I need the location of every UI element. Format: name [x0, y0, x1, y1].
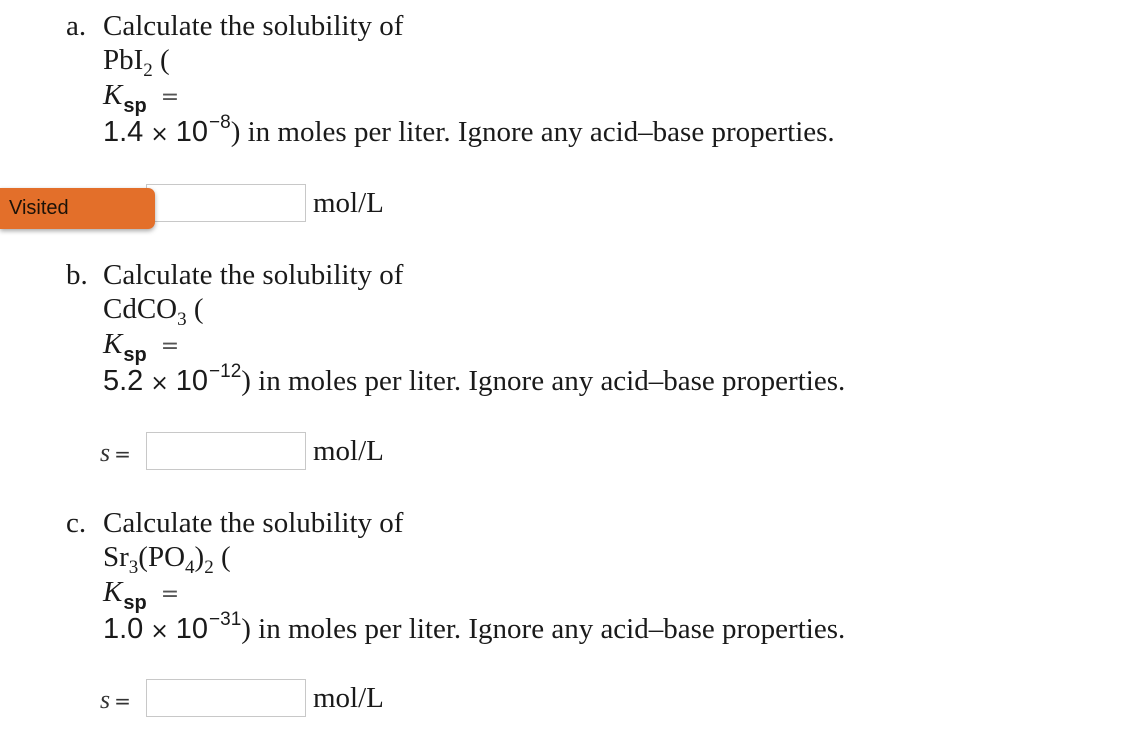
- ksp-base: 10: [175, 116, 209, 148]
- solubility-equals: =: [114, 442, 131, 466]
- question-tail-text: ) in moles per liter. Ignore any acid–base properties.: [230, 116, 835, 148]
- ksp-label: [103, 575, 179, 612]
- ksp-mantissa: 5.2: [103, 365, 144, 397]
- question-intro: [66, 9, 403, 43]
- ksp-value: [103, 609, 846, 650]
- formula-part: Sr: [103, 541, 129, 573]
- formula-subscript: 3: [128, 557, 139, 578]
- ksp-exponent: −31: [209, 609, 242, 630]
- ksp-value: [103, 361, 846, 402]
- answer-row: [0, 184, 1148, 224]
- formula-part: PbI: [103, 44, 144, 76]
- formula-subscript: 4: [185, 557, 195, 578]
- question-letter: a.: [66, 10, 87, 42]
- times-sign: ×: [150, 122, 169, 147]
- solubility-symbol: s: [100, 685, 111, 714]
- ksp-symbol: K: [103, 79, 123, 111]
- unit-label: mol/L: [313, 187, 384, 219]
- ksp-equals: =: [160, 582, 180, 607]
- ksp-symbol: K: [103, 576, 123, 608]
- ksp-value: [103, 112, 835, 153]
- ksp-exponent: −12: [209, 361, 242, 382]
- compound-formula: [103, 43, 170, 81]
- solubility-answer-input[interactable]: [146, 679, 306, 717]
- unit-label: mol/L: [313, 435, 384, 467]
- question-intro-text: Calculate the solubility of: [103, 10, 404, 42]
- ksp-mantissa: 1.4: [103, 116, 144, 148]
- solubility-answer-input[interactable]: [146, 184, 306, 222]
- compound-formula: [103, 540, 231, 578]
- question-tail-text: ) in moles per liter. Ignore any acid–base properties.: [241, 613, 846, 645]
- ksp-subscript: sp: [123, 344, 147, 366]
- times-sign: ×: [150, 371, 169, 396]
- ksp-label: [103, 327, 179, 364]
- ksp-subscript: sp: [123, 592, 147, 614]
- formula-part: (PO: [138, 541, 186, 573]
- question-intro: [66, 506, 403, 540]
- ksp-equals: =: [160, 334, 180, 359]
- solubility-equals: =: [114, 689, 131, 713]
- solubility-label: [100, 685, 131, 716]
- times-sign: ×: [150, 619, 169, 644]
- formula-subscript: 2: [143, 60, 153, 81]
- formula-part: (: [152, 44, 170, 76]
- answer-row: [0, 679, 1148, 719]
- formula-part: CdCO: [103, 293, 178, 325]
- question-tail-text: ) in moles per liter. Ignore any acid–base properties.: [241, 365, 846, 397]
- question-intro-text: Calculate the solubility of: [103, 507, 404, 539]
- question-letter: b.: [66, 259, 88, 291]
- compound-formula: [103, 292, 204, 330]
- formula-subscript: 2: [204, 557, 214, 578]
- visited-badge[interactable]: Visited: [0, 188, 155, 229]
- ksp-equals: =: [160, 85, 180, 110]
- ksp-base: 10: [175, 613, 209, 645]
- formula-part: ): [194, 541, 205, 573]
- ksp-symbol: K: [103, 328, 123, 360]
- ksp-label: [103, 78, 179, 115]
- question-intro: [66, 258, 403, 292]
- formula-subscript: 3: [177, 309, 187, 330]
- question-intro-text: Calculate the solubility of: [103, 259, 404, 291]
- solubility-symbol: s: [100, 438, 111, 467]
- question-letter: c.: [66, 507, 87, 539]
- unit-label: mol/L: [313, 682, 384, 714]
- solubility-label: [100, 438, 131, 469]
- formula-part: (: [213, 541, 231, 573]
- ksp-base: 10: [175, 365, 209, 397]
- answer-row: [0, 432, 1148, 472]
- ksp-exponent: −8: [209, 112, 231, 133]
- ksp-mantissa: 1.0: [103, 613, 144, 645]
- solubility-answer-input[interactable]: [146, 432, 306, 470]
- ksp-subscript: sp: [123, 95, 147, 117]
- formula-part: (: [186, 293, 204, 325]
